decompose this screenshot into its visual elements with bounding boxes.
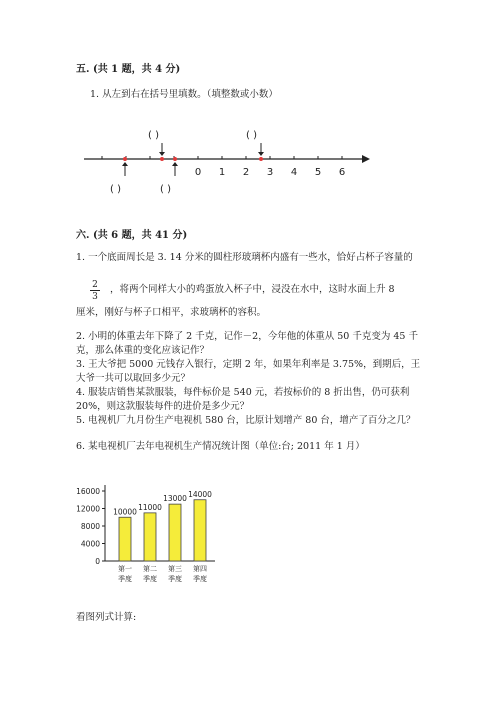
number-line-label: 1 [218,167,226,178]
bar [144,513,156,561]
question-6-4-line2: 20%，则这款服装每件的进价是多少元？ [76,401,250,412]
number-line-point [123,157,127,161]
bar [119,517,131,561]
answer-bracket[interactable]: ( ) [148,130,159,141]
number-line-label: 2 [242,167,250,178]
answer-bracket[interactable]: ( ) [246,130,257,141]
category-label: 第三 [168,565,182,573]
question-6-3-line2: 大爷一共可以取回多少元？ [76,373,191,384]
number-line [0,125,500,205]
question-6-5: 5. 电视机厂九月份生产电视机 580 台，比原计划增产 80 台，增产了百分之几？ [76,415,416,426]
number-line-label: 6 [338,167,346,178]
number-line-point [259,157,263,161]
bar-chart [65,473,265,603]
category-label: 季度 [193,575,207,583]
question-6-2-line1: 2. 小明的体重去年下降了 2 千克，记作－2，今年他的体重从 50 千克变为 45 千 [76,331,418,342]
answer-bracket[interactable]: ( ) [160,184,171,195]
fraction-denominator: 3 [92,292,98,302]
category-label: 季度 [168,575,182,583]
fraction-numerator: 2 [92,280,98,290]
category-label: 季度 [143,575,157,583]
number-line-point [173,157,177,161]
category-label: 季度 [118,575,132,583]
question-5-1: 1. 从左到右在括号里填数。（填整数或小数） [90,89,278,100]
bar-value-label: 14000 [188,489,212,499]
bar [169,504,181,561]
number-line-label: 5 [314,167,322,178]
answer-bracket[interactable]: ( ) [110,184,121,195]
bar [194,500,206,561]
number-line-label: 3 [266,167,274,178]
number-line-point [160,157,164,161]
category-label: 第二 [143,565,157,573]
question-6-1-line3: 厘米，刚好与杯子口相平，求玻璃杯的容积。 [76,307,267,318]
question-6-2-line2: 克，那么体重的变化应该记作？ [76,345,210,356]
section6-heading: 六. (共 6 题，共 41 分) [76,230,188,241]
y-tick-label: 16000 [76,487,100,496]
y-tick-label: 0 [95,557,100,566]
y-tick-label: 4000 [80,539,100,549]
footer-prompt: 看图列式计算: [76,612,137,623]
question-6-3-line1: 3. 王大爷把 5000 元钱存入银行，定期 2 年，如果年利率是 3.75%，到期后，王 [76,359,421,370]
number-line-label: 4 [290,167,298,178]
question-6-6: 6. 某电视机厂去年电视机生产情况统计图（单位:台; 2011 年 1 月） [76,441,365,452]
y-tick-label: 8000 [80,522,100,531]
bar-value-label: 11000 [138,502,162,512]
question-6-4-line1: 4. 服装店销售某款服装，每件标价是 540 元，若按标价的 8 折出售，仍可获利 [76,387,410,398]
section5-heading: 五. (共 1 题，共 4 分) [76,64,181,75]
question-6-1-line1: 1. 一个底面周长是 3. 14 分米的圆柱形玻璃杯内盛有一些水，恰好占杯子容量的 [76,252,413,263]
y-tick-label: 12000 [76,504,100,514]
number-line-label: 0 [194,167,202,178]
category-label: 第四 [193,565,207,573]
bar-value-label: 13000 [163,494,187,504]
bar-value-label: 10000 [113,507,137,517]
fraction-bar [90,290,100,291]
question-6-1-line2: ，将两个同样大小的鸡蛋放入杯子中，浸没在水中，这时水面上升 8 [110,284,395,295]
category-label: 第一 [118,565,132,573]
